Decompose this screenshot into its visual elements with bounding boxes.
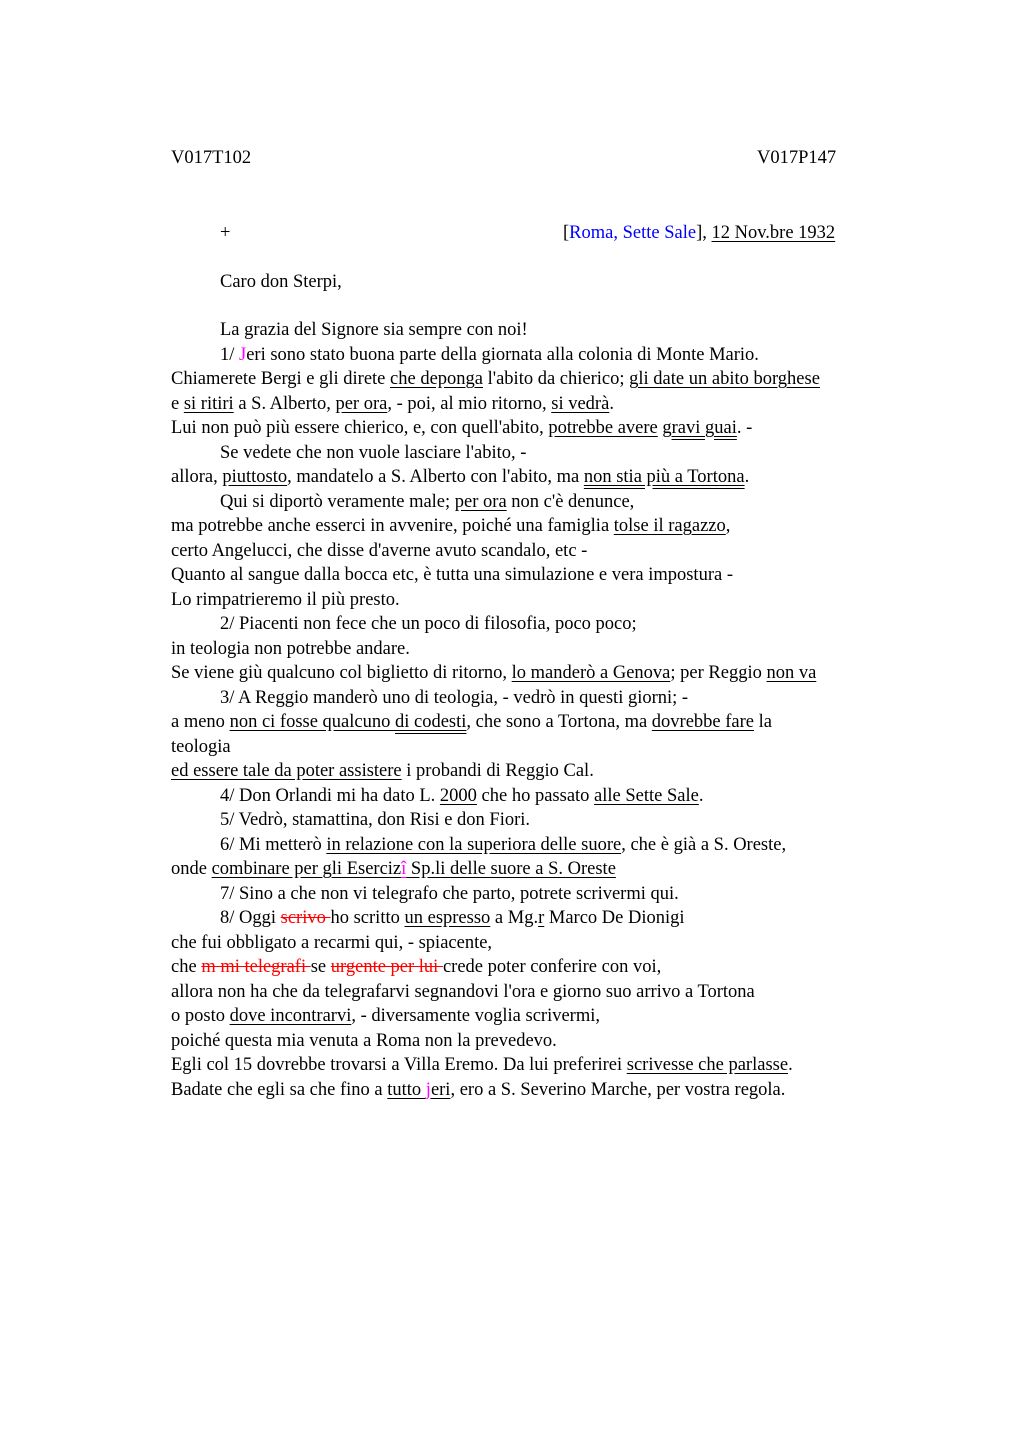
body-line: a meno non ci fosse qualcuno di codesti, che sono a Tortona, ma dovrebbe fare la bbox=[171, 712, 772, 732]
body-line: che m mi telegrafi se urgente per lui crede poter conferire con voi, bbox=[171, 957, 662, 977]
body-line: 3/ A Reggio manderò uno di teologia, - vedrò in questi giorni; - bbox=[220, 688, 689, 708]
body-line: e si ritiri a S. Alberto, per ora, - poi, al mio ritorno, si vedrà. bbox=[171, 394, 614, 414]
document-code-right: V017P147 bbox=[757, 148, 837, 168]
body-line: allora non ha che da telegrafarvi segnandovi l'ora e giorno suo arrivo a Tortona bbox=[171, 982, 755, 1002]
body-line: 1/ Jeri sono stato buona parte della giornata alla colonia di Monte Mario. bbox=[220, 345, 759, 365]
deleted-text: scrivo bbox=[280, 908, 331, 928]
body-line: Lui non può più essere chierico, e, con quell'abito, potrebbe avere gravi guai. - bbox=[171, 418, 753, 438]
dateline: [Roma, Sette Sale], 12 Nov.bre 1932 bbox=[563, 223, 836, 243]
body-line: Se vedete che non vuole lasciare l'abito, - bbox=[220, 443, 527, 463]
body-line: 7/ Sino a che non vi telegrafo che parto, potrete scrivermi qui. bbox=[220, 884, 679, 904]
body-line: ed essere tale da poter assistere i probandi di Reggio Cal. bbox=[171, 761, 594, 781]
body-line: Quanto al sangue dalla bocca etc, è tutta una simulazione e vera impostura - bbox=[171, 565, 733, 585]
correction-mark: î bbox=[401, 859, 407, 879]
body-line: che fui obbligato a recarmi qui, - spiacente, bbox=[171, 933, 493, 953]
letter-date: 12 Nov.bre 1932 bbox=[711, 223, 836, 243]
body-line: 8/ Oggi scrivo ho scritto un espresso a Mg.r Marco De Dionigi bbox=[220, 908, 685, 928]
body-line: Qui si diportò veramente male; per ora non c'è denunce, bbox=[220, 492, 635, 512]
body-line: Lo rimpatrieremo il più presto. bbox=[171, 590, 400, 610]
deleted-text: m mi telegrafi bbox=[201, 957, 311, 977]
body-line: in teologia non potrebbe andare. bbox=[171, 639, 410, 659]
body-line: onde combinare per gli Esercizî Sp.li delle suore a S. Oreste bbox=[171, 859, 616, 879]
body-line: 6/ Mi metterò in relazione con la superiora delle suore, che è già a S. Oreste, bbox=[220, 835, 787, 855]
body-line: La grazia del Signore sia sempre con noi! bbox=[220, 320, 528, 340]
body-line: allora, piuttosto, mandatelo a S. Alberto con l'abito, ma non stia più a Tortona. bbox=[171, 467, 750, 487]
body-line: o posto dove incontrarvi, - diversamente voglia scrivermi, bbox=[171, 1006, 600, 1026]
body-line: teologia bbox=[171, 737, 231, 757]
body-line: Se viene giù qualcuno col biglietto di ritorno, lo manderò a Genova; per Reggio non va bbox=[171, 663, 817, 683]
body-line: Badate che egli sa che fino a tutto jeri, ero a S. Severino Marche, per vostra regola. bbox=[171, 1080, 786, 1100]
correction-mark: J bbox=[239, 345, 247, 365]
body-line: ma potrebbe anche esserci in avvenire, poiché una famiglia tolse il ragazzo, bbox=[171, 516, 731, 536]
deleted-text: urgente per lui bbox=[330, 957, 443, 977]
body-line: 5/ Vedrò, stamattina, don Risi e don Fiori. bbox=[220, 810, 531, 830]
place-editorial: Roma, Sette Sale bbox=[569, 223, 697, 243]
salutation: Caro don Sterpi, bbox=[220, 272, 342, 292]
body-line: certo Angelucci, che disse d'averne avuto scandalo, etc - bbox=[171, 541, 588, 561]
body-line: 2/ Piacenti non fece che un poco di filosofia, poco poco; bbox=[220, 614, 637, 634]
body-line: poiché questa mia venuta a Roma non la prevedevo. bbox=[171, 1031, 557, 1051]
document-code-left: V017T102 bbox=[171, 148, 252, 168]
cross-mark: + bbox=[220, 223, 231, 243]
correction-mark: j bbox=[425, 1080, 431, 1100]
body-line: Egli col 15 dovrebbe trovarsi a Villa Eremo. Da lui preferirei scrivesse che parlasse. bbox=[171, 1055, 793, 1075]
body-line: 4/ Don Orlandi mi ha dato L. 2000 che ho passato alle Sette Sale. bbox=[220, 786, 704, 806]
body-line: Chiamerete Bergi e gli direte che deponga l'abito da chierico; gli date un abito borghese bbox=[171, 369, 820, 389]
